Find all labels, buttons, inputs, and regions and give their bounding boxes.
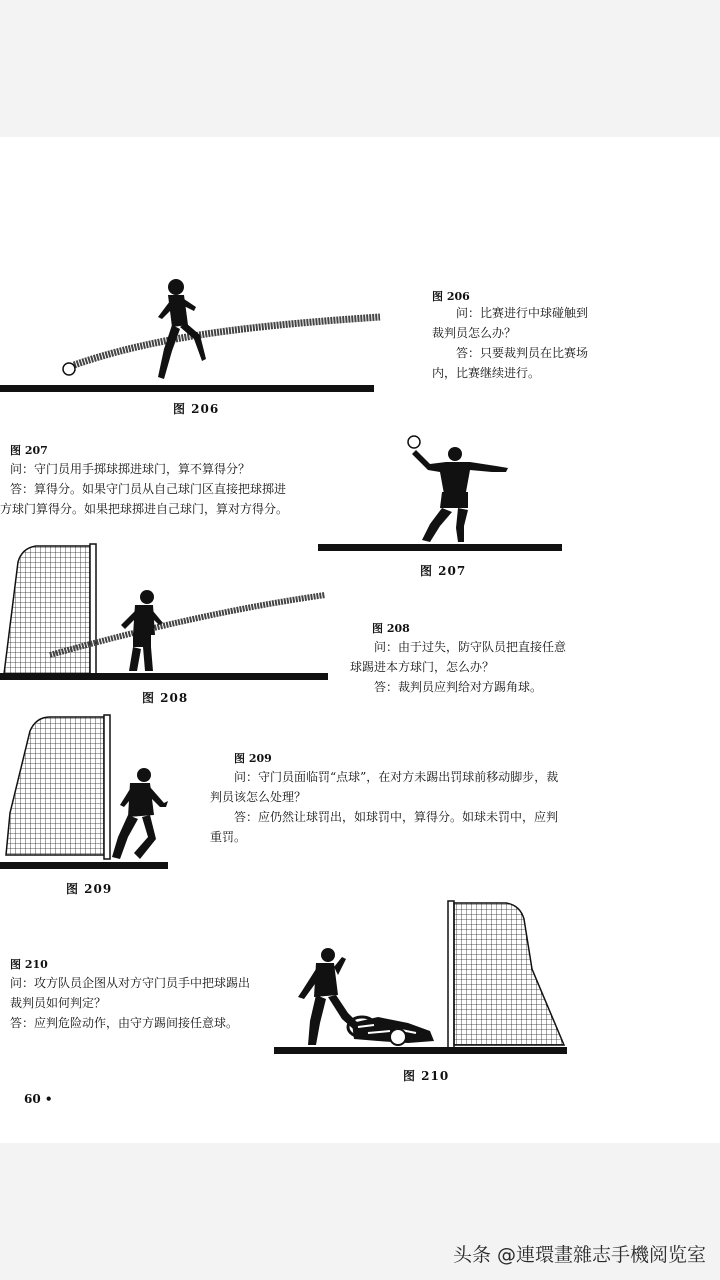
player-running-figure xyxy=(150,277,210,387)
figure-208-answer: 答：裁判员应判给对方踢角球。 xyxy=(374,680,543,694)
figure-206-question-cont: 裁判员怎么办？ xyxy=(432,326,517,340)
figure-207-question: 问：守门员用手掷球掷进球门，算不算得分？ xyxy=(10,462,251,476)
ball-trajectory-illustration xyxy=(40,587,330,667)
figure-207-answer-cont: 方球门算得分。如果把球掷进自己球门，算对方得分。 xyxy=(0,502,289,516)
goal-net-left-209 xyxy=(0,713,115,865)
goal-net-right-210 xyxy=(446,899,570,1051)
figure-210-question: 问：攻方队员企图从对方守门员手中把球踢出 xyxy=(10,976,251,990)
figure-207-title: 图 207 xyxy=(10,444,48,457)
figure-206-question: 问：比赛进行中球碰触到 xyxy=(456,306,589,320)
top-margin xyxy=(0,0,720,137)
goalkeeper-diving-figure xyxy=(338,1013,438,1049)
figure-206-caption: 图 206 xyxy=(173,402,220,416)
figure-207-caption: 图 207 xyxy=(420,564,467,578)
goalkeeper-throwing-figure xyxy=(400,432,510,544)
watermark-text: 头条 @連環畫雜志手機阅览室 xyxy=(452,1244,706,1266)
figure-209-answer-cont: 重罚。 xyxy=(210,830,247,844)
figure-209-question-cont: 判员该怎么处理？ xyxy=(210,790,307,804)
figure-209-title: 图 209 xyxy=(234,752,272,765)
figure-210-answer: 答：应判危险动作，由守方踢间接任意球。 xyxy=(10,1016,239,1030)
figure-209-answer: 答：应仍然让球罚出，如球罚中，算得分。如球未罚中，应判 xyxy=(234,810,559,824)
figure-206-title: 图 206 xyxy=(432,290,470,303)
figure-208-caption: 图 208 xyxy=(142,691,189,705)
defender-figure xyxy=(115,587,165,675)
book-page xyxy=(0,137,720,1143)
figure-208-title: 图 208 xyxy=(372,622,410,635)
figure-210-caption: 图 210 xyxy=(403,1069,450,1083)
ground-line xyxy=(318,544,562,551)
figure-210-question-cont: 裁判员如何判定？ xyxy=(10,996,107,1010)
figure-206-answer: 答：只要裁判员在比赛场 xyxy=(456,346,589,360)
ground-line xyxy=(0,862,168,869)
page-number: 60 • xyxy=(24,1092,53,1106)
figure-210-title: 图 210 xyxy=(10,958,48,971)
goalkeeper-stepping-figure xyxy=(108,765,170,863)
figure-209-caption: 图 209 xyxy=(66,882,113,896)
figure-207-answer: 答：算得分。如果守门员从自己球门区直接把球掷进 xyxy=(10,482,287,496)
figure-208-question: 问：由于过失，防守队员把直接任意 xyxy=(374,640,567,654)
figure-206-answer-cont: 内，比赛继续进行。 xyxy=(432,366,541,380)
figure-208-question-cont: 球踢进本方球门，怎么办？ xyxy=(350,660,495,674)
figure-209-question: 问：守门员面临罚“点球”，在对方未踢出罚球前移动脚步，裁 xyxy=(234,770,559,784)
